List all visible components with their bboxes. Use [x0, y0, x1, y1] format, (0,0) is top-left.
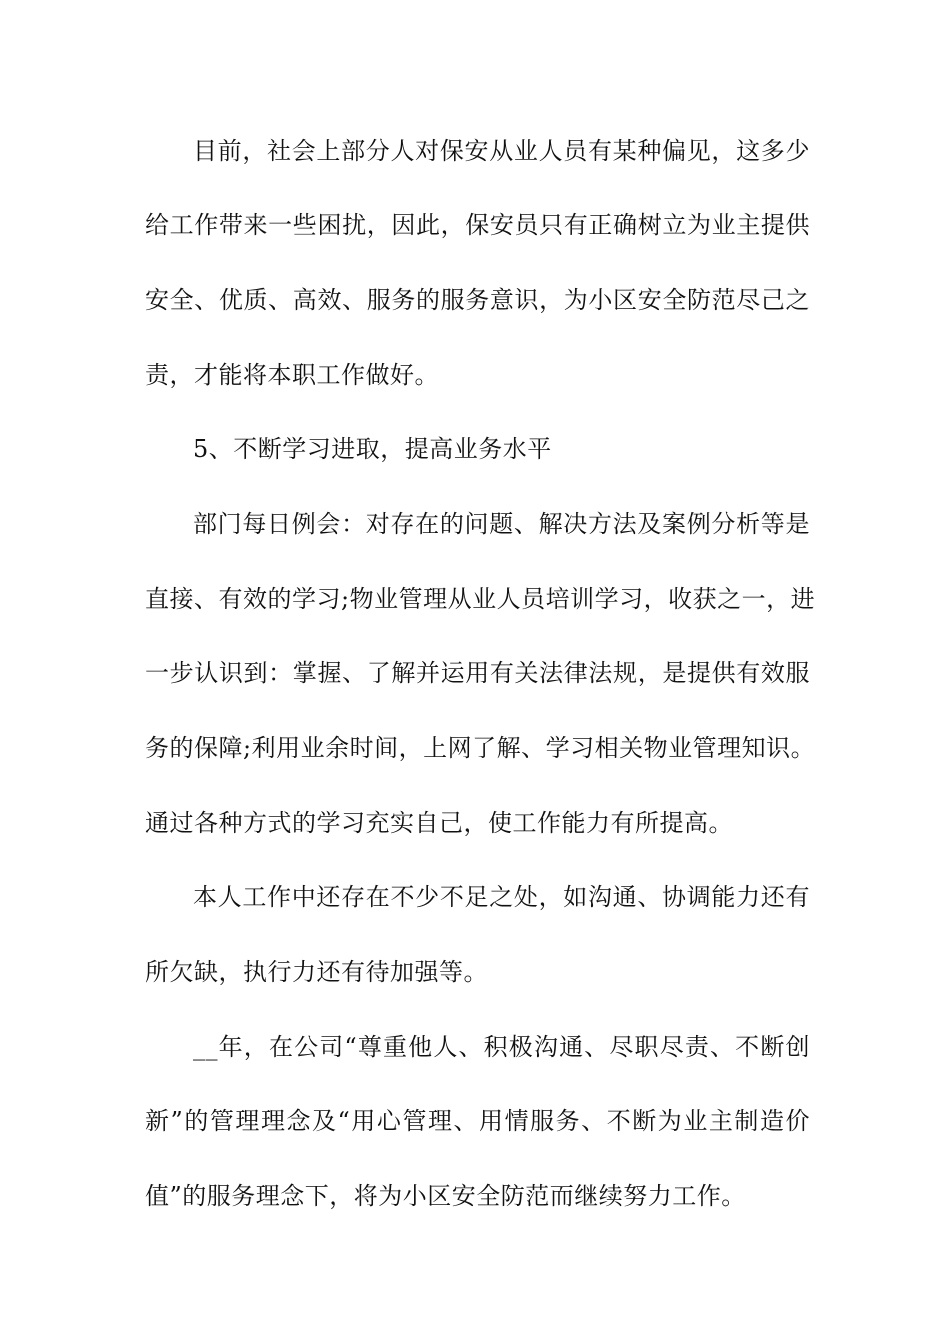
section-heading: 5、不断学习进取，提高业务水平: [193, 435, 552, 463]
paragraph-1-line-1: 目前，社会上部分人对保安从业人员有某种偏见，这多少: [193, 137, 810, 165]
paragraph-3-line-4: 务的保障;利用业余时间，上网了解、学习相关物业管理知识。: [145, 734, 816, 762]
paragraph-3-line-5: 通过各种方式的学习充实自己，使工作能力有所提高。: [145, 809, 733, 837]
paragraph-3-line-1: 部门每日例会：对存在的问题、解决方法及案例分析等是: [193, 510, 810, 538]
paragraph-5-line-3: 值”的服务理念下，将为小区安全防范而继续努力工作。: [145, 1182, 746, 1210]
paragraph-1-line-3: 安全、优质、高效、服务的服务意识，为小区安全防范尽己之: [145, 286, 810, 314]
paragraph-1-line-2: 给工作带来一些困扰，因此，保安员只有正确树立为业主提供: [145, 211, 810, 239]
paragraph-5-line-2: 新”的管理理念及“用心管理、用情服务、不断为业主制造价: [145, 1107, 810, 1135]
paragraph-3-line-2: 直接、有效的学习;物业管理从业人员培训学习，收获之一，进: [145, 585, 816, 613]
paragraph-4-line-2: 所欠缺，执行力还有待加强等。: [145, 958, 488, 986]
paragraph-4-line-1: 本人工作中还存在不少不足之处，如沟通、协调能力还有: [193, 883, 810, 911]
paragraph-1-line-4: 责，才能将本职工作做好。: [145, 361, 439, 389]
paragraph-5-line-1: __年，在公司“尊重他人、积极沟通、尽职尽责、不断创: [193, 1033, 810, 1061]
paragraph-3-line-3: 一步认识到：掌握、了解并运用有关法律法规，是提供有效服: [145, 659, 810, 687]
